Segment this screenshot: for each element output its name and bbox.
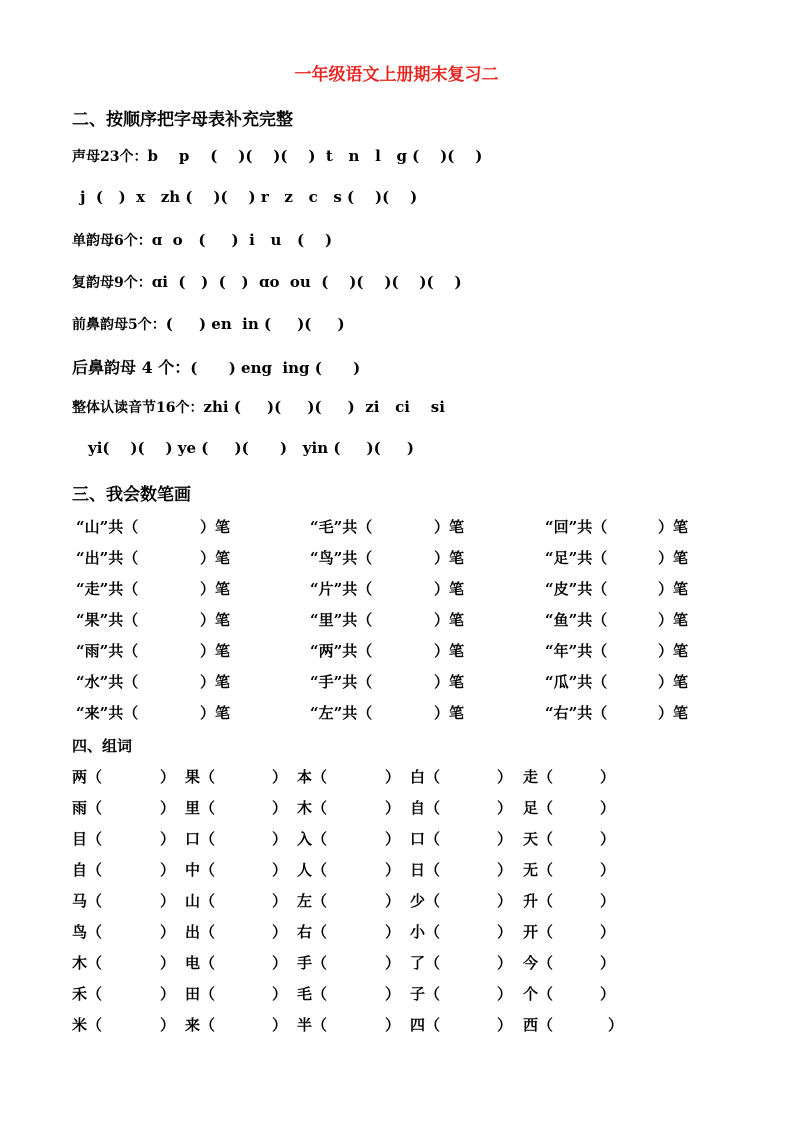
stroke-count-item: “走”共（ bbox=[76, 580, 139, 598]
word-item: 自（ bbox=[410, 799, 441, 817]
section-2-heading: 二、按顺序把字母表补充完整 bbox=[72, 110, 293, 130]
word-item: 本（ bbox=[297, 768, 328, 786]
word-item: 人（ bbox=[297, 861, 328, 879]
word-item: 白（ bbox=[410, 768, 441, 786]
word-item: 少（ bbox=[410, 892, 441, 910]
stroke-count-item: “雨”共（ bbox=[76, 642, 139, 660]
word-item: 小（ bbox=[410, 923, 441, 941]
word-item: 田（ bbox=[185, 985, 216, 1003]
word-item: 今（ bbox=[523, 954, 554, 972]
word-item-close: ） bbox=[385, 861, 401, 879]
word-item: 木（ bbox=[72, 954, 103, 972]
alphabet-line bbox=[72, 230, 332, 250]
word-item: 开（ bbox=[523, 923, 554, 941]
stroke-count-suffix: ）笔 bbox=[658, 611, 689, 629]
stroke-count-suffix: ）笔 bbox=[434, 518, 465, 536]
alphabet-line-content: yi( )( ) ye ( )( ) yin ( )( ) bbox=[88, 439, 414, 457]
word-item: 果（ bbox=[185, 768, 216, 786]
word-item: 毛（ bbox=[297, 985, 328, 1003]
word-item-close: ） bbox=[160, 954, 176, 972]
stroke-count-suffix: ）笔 bbox=[200, 673, 231, 691]
word-item-close: ） bbox=[272, 768, 288, 786]
word-item: 里（ bbox=[185, 799, 216, 817]
word-item-close: ） bbox=[272, 985, 288, 1003]
word-item-close: ） bbox=[160, 1016, 176, 1034]
word-item-close: ） bbox=[600, 768, 616, 786]
stroke-count-item: “足”共（ bbox=[545, 549, 608, 567]
stroke-count-suffix: ）笔 bbox=[434, 704, 465, 722]
word-item-close: ） bbox=[160, 768, 176, 786]
word-item-close: ） bbox=[600, 830, 616, 848]
stroke-count-item: “来”共（ bbox=[76, 704, 139, 722]
word-item-close: ） bbox=[272, 830, 288, 848]
word-item: 手（ bbox=[297, 954, 328, 972]
stroke-count-item: “毛”共（ bbox=[310, 518, 373, 536]
alphabet-line bbox=[88, 439, 414, 457]
alphabet-line bbox=[72, 397, 445, 417]
word-item: 个（ bbox=[523, 985, 554, 1003]
page-title: 一年级语文上册期末复习二 bbox=[294, 65, 499, 85]
word-item-close: ） bbox=[272, 954, 288, 972]
word-item-close: ） bbox=[600, 799, 616, 817]
word-item-close: ） bbox=[385, 985, 401, 1003]
stroke-count-item: “皮”共（ bbox=[545, 580, 608, 598]
word-item-close: ） bbox=[497, 768, 513, 786]
stroke-count-suffix: ）笔 bbox=[658, 549, 689, 567]
word-item: 自（ bbox=[72, 861, 103, 879]
word-item-close: ） bbox=[600, 861, 616, 879]
word-item-close: ） bbox=[160, 830, 176, 848]
stroke-count-item: “左”共（ bbox=[310, 704, 373, 722]
word-item: 走（ bbox=[523, 768, 554, 786]
alphabet-line-content: ɑ o ( ) i u ( ) bbox=[151, 231, 333, 249]
word-item-close: ） bbox=[160, 923, 176, 941]
word-item-close: ） bbox=[385, 830, 401, 848]
stroke-count-item: “年”共（ bbox=[545, 642, 608, 660]
word-item-close: ） bbox=[272, 892, 288, 910]
section-4-heading: 四、组词 bbox=[72, 737, 133, 755]
word-item: 四（ bbox=[410, 1016, 441, 1034]
word-item: 两（ bbox=[72, 768, 103, 786]
stroke-count-item: “瓜”共（ bbox=[545, 673, 608, 691]
stroke-count-item: “鸟”共（ bbox=[310, 549, 373, 567]
alphabet-line bbox=[72, 272, 462, 292]
word-item: 半（ bbox=[297, 1016, 328, 1034]
word-item: 入（ bbox=[297, 830, 328, 848]
word-item-close: ） bbox=[600, 892, 616, 910]
alphabet-line bbox=[80, 188, 417, 206]
stroke-count-suffix: ）笔 bbox=[200, 704, 231, 722]
stroke-count-suffix: ）笔 bbox=[658, 704, 689, 722]
stroke-count-suffix: ）笔 bbox=[434, 611, 465, 629]
word-item: 口（ bbox=[185, 830, 216, 848]
word-item: 了（ bbox=[410, 954, 441, 972]
stroke-count-item: “山”共（ bbox=[76, 518, 139, 536]
stroke-count-item: “出”共（ bbox=[76, 549, 139, 567]
word-item: 目（ bbox=[72, 830, 103, 848]
stroke-count-suffix: ）笔 bbox=[658, 518, 689, 536]
stroke-count-suffix: ）笔 bbox=[658, 673, 689, 691]
word-item-close: ） bbox=[497, 799, 513, 817]
word-item: 日（ bbox=[410, 861, 441, 879]
word-item-close: ） bbox=[497, 923, 513, 941]
stroke-count-suffix: ）笔 bbox=[658, 580, 689, 598]
word-item-close: ） bbox=[497, 985, 513, 1003]
alphabet-line-content: ( ) en in ( )( ) bbox=[165, 315, 345, 333]
alphabet-line-label: 声母23个： bbox=[72, 149, 148, 165]
word-item-close: ） bbox=[608, 1016, 624, 1034]
alphabet-line bbox=[72, 355, 360, 378]
word-item-close: ） bbox=[272, 861, 288, 879]
alphabet-line-label: 复韵母9个： bbox=[72, 275, 152, 291]
alphabet-line-label: 后鼻韵母 4 个： bbox=[72, 358, 191, 377]
word-item: 西（ bbox=[523, 1016, 554, 1034]
stroke-count-item: “手”共（ bbox=[310, 673, 373, 691]
stroke-count-item: “果”共（ bbox=[76, 611, 139, 629]
stroke-count-suffix: ）笔 bbox=[200, 549, 231, 567]
word-item-close: ） bbox=[385, 923, 401, 941]
word-item-close: ） bbox=[497, 892, 513, 910]
stroke-count-suffix: ）笔 bbox=[434, 673, 465, 691]
word-item: 鸟（ bbox=[72, 923, 103, 941]
word-item: 口（ bbox=[410, 830, 441, 848]
word-item-close: ） bbox=[272, 923, 288, 941]
word-item: 禾（ bbox=[72, 985, 103, 1003]
alphabet-line bbox=[72, 146, 482, 166]
alphabet-line-content: zhi ( )( )( ) zi ci si bbox=[203, 398, 445, 416]
stroke-count-suffix: ）笔 bbox=[200, 518, 231, 536]
stroke-count-suffix: ）笔 bbox=[200, 611, 231, 629]
stroke-count-suffix: ）笔 bbox=[434, 580, 465, 598]
word-item: 来（ bbox=[185, 1016, 216, 1034]
alphabet-line bbox=[72, 314, 345, 334]
stroke-count-item: “片”共（ bbox=[310, 580, 373, 598]
stroke-count-item: “回”共（ bbox=[545, 518, 608, 536]
word-item: 木（ bbox=[297, 799, 328, 817]
word-item: 足（ bbox=[523, 799, 554, 817]
word-item: 子（ bbox=[410, 985, 441, 1003]
word-item-close: ） bbox=[497, 861, 513, 879]
word-item-close: ） bbox=[600, 923, 616, 941]
word-item: 电（ bbox=[185, 954, 216, 972]
word-item-close: ） bbox=[272, 799, 288, 817]
alphabet-line-content: j ( ) x zh ( )( ) r z c s ( )( ) bbox=[80, 188, 418, 206]
stroke-count-suffix: ）笔 bbox=[434, 642, 465, 660]
word-item-close: ） bbox=[385, 768, 401, 786]
word-item-close: ） bbox=[600, 954, 616, 972]
word-item-close: ） bbox=[160, 985, 176, 1003]
word-item-close: ） bbox=[272, 1016, 288, 1034]
word-item-close: ） bbox=[385, 799, 401, 817]
word-item-close: ） bbox=[497, 830, 513, 848]
section-3-heading: 三、我会数笔画 bbox=[72, 485, 191, 505]
stroke-count-suffix: ）笔 bbox=[658, 642, 689, 660]
stroke-count-suffix: ）笔 bbox=[200, 580, 231, 598]
word-item: 升（ bbox=[523, 892, 554, 910]
word-item: 山（ bbox=[185, 892, 216, 910]
alphabet-line-label: 整体认读音节16个： bbox=[72, 400, 204, 416]
word-item: 无（ bbox=[523, 861, 554, 879]
word-item: 右（ bbox=[297, 923, 328, 941]
word-item-close: ） bbox=[160, 799, 176, 817]
word-item-close: ） bbox=[497, 1016, 513, 1034]
alphabet-line-label: 单韵母6个： bbox=[72, 233, 152, 249]
word-item: 天（ bbox=[523, 830, 554, 848]
word-item: 马（ bbox=[72, 892, 103, 910]
stroke-count-item: “两”共（ bbox=[310, 642, 373, 660]
stroke-count-item: “里”共（ bbox=[310, 611, 373, 629]
word-item-close: ） bbox=[385, 954, 401, 972]
word-item: 左（ bbox=[297, 892, 328, 910]
word-item-close: ） bbox=[497, 954, 513, 972]
alphabet-line-label: 前鼻韵母5个： bbox=[72, 317, 166, 333]
stroke-count-item: “右”共（ bbox=[545, 704, 608, 722]
word-item: 出（ bbox=[185, 923, 216, 941]
word-item-close: ） bbox=[385, 892, 401, 910]
alphabet-line-content: ɑi ( ) ( ) ɑo ou ( )( )( )( ) bbox=[151, 273, 462, 291]
word-item: 雨（ bbox=[72, 799, 103, 817]
word-item-close: ） bbox=[160, 892, 176, 910]
alphabet-line-content: b p ( )( )( ) t n l g ( )( ) bbox=[147, 147, 483, 165]
alphabet-line-content: ( ) eng ing ( ) bbox=[190, 359, 361, 377]
stroke-count-suffix: ）笔 bbox=[200, 642, 231, 660]
word-item-close: ） bbox=[160, 861, 176, 879]
word-item-close: ） bbox=[385, 1016, 401, 1034]
stroke-count-item: “水”共（ bbox=[76, 673, 139, 691]
word-item: 中（ bbox=[185, 861, 216, 879]
word-item: 米（ bbox=[72, 1016, 103, 1034]
word-item-close: ） bbox=[600, 985, 616, 1003]
stroke-count-item: “鱼”共（ bbox=[545, 611, 608, 629]
stroke-count-suffix: ）笔 bbox=[434, 549, 465, 567]
